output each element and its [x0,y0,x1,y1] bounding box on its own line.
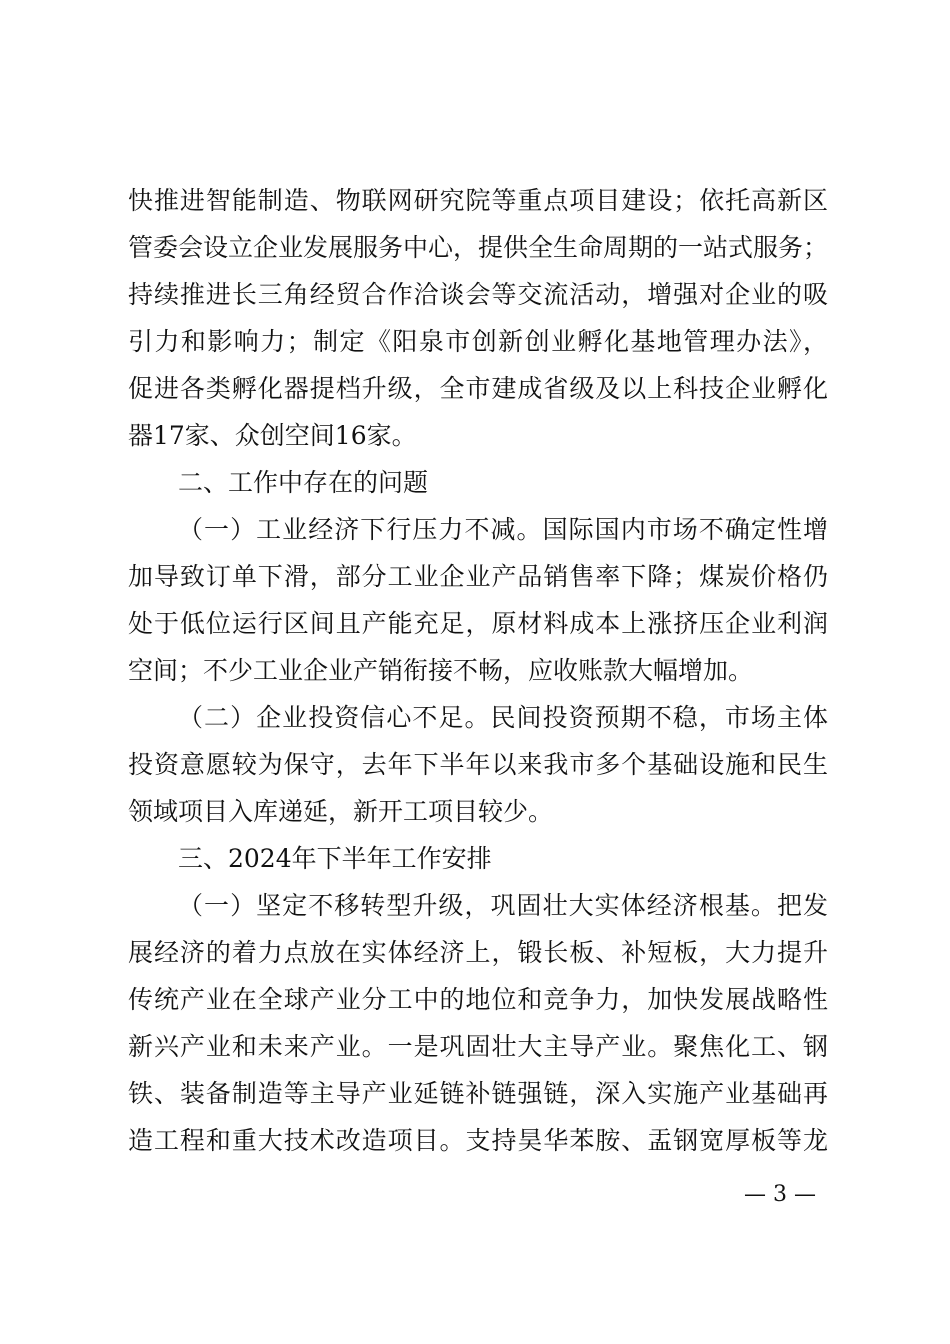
paragraph-line: 管委会设立企业发展服务中心，提供全生命周期的一站式服务； [128,233,829,262]
paragraph-line: 加导致订单下滑，部分工业企业产品销售率下降；煤炭价格仍 [128,562,828,591]
paragraph-line: （二）企业投资信心不足。民间投资预期不稳，市场主体 [178,703,828,732]
paragraph-line: 铁、装备制造等主导产业延链补链强链，深入实施产业基础再 [128,1079,828,1108]
paragraph-line: 造工程和重大技术改造项目。支持昊华苯胺、盂钢宽厚板等龙 [128,1126,828,1155]
paragraph-line: 引力和影响力；制定《阳泉市创新创业孵化基地管理办法》， [128,327,828,356]
paragraph-line: 促进各类孵化器提档升级，全市建成省级及以上科技企业孵化 [128,374,828,403]
paragraph-line: 处于低位运行区间且产能充足，原材料成本上涨挤压企业利润 [128,609,828,638]
paragraph-line: 展经济的着力点放在实体经济上，锻长板、补短板，大力提升 [128,938,828,967]
paragraph-line: 持续推进长三角经贸合作洽谈会等交流活动，增强对企业的吸 [128,280,828,309]
paragraph-line: 投资意愿较为保守，去年下半年以来我市多个基础设施和民生 [128,750,828,779]
paragraph-line: 领域项目入库递延，新开工项目较少。 [128,797,554,826]
paragraph-line: 空间；不少工业企业产销衔接不畅，应收账款大幅增加。 [128,656,754,685]
page-number: — 3 — [744,1182,816,1207]
paragraph-line: 器17家、众创空间16家。 [128,421,417,450]
paragraph-line: （一）工业经济下行压力不减。国际国内市场不确定性增 [178,515,828,544]
section-heading: 二、工作中存在的问题 [178,468,429,497]
paragraph-line: 快推进智能制造、物联网研究院等重点项目建设；依托高新区 [128,186,828,215]
paragraph-line: 传统产业在全球产业分工中的地位和竞争力，加快发展战略性 [128,985,828,1014]
section-heading: 三、2024年下半年工作安排 [178,844,492,873]
paragraph-line: 新兴产业和未来产业。一是巩固壮大主导产业。聚焦化工、钢 [128,1032,828,1061]
paragraph-line: （一）坚定不移转型升级，巩固壮大实体经济根基。把发 [178,891,828,920]
